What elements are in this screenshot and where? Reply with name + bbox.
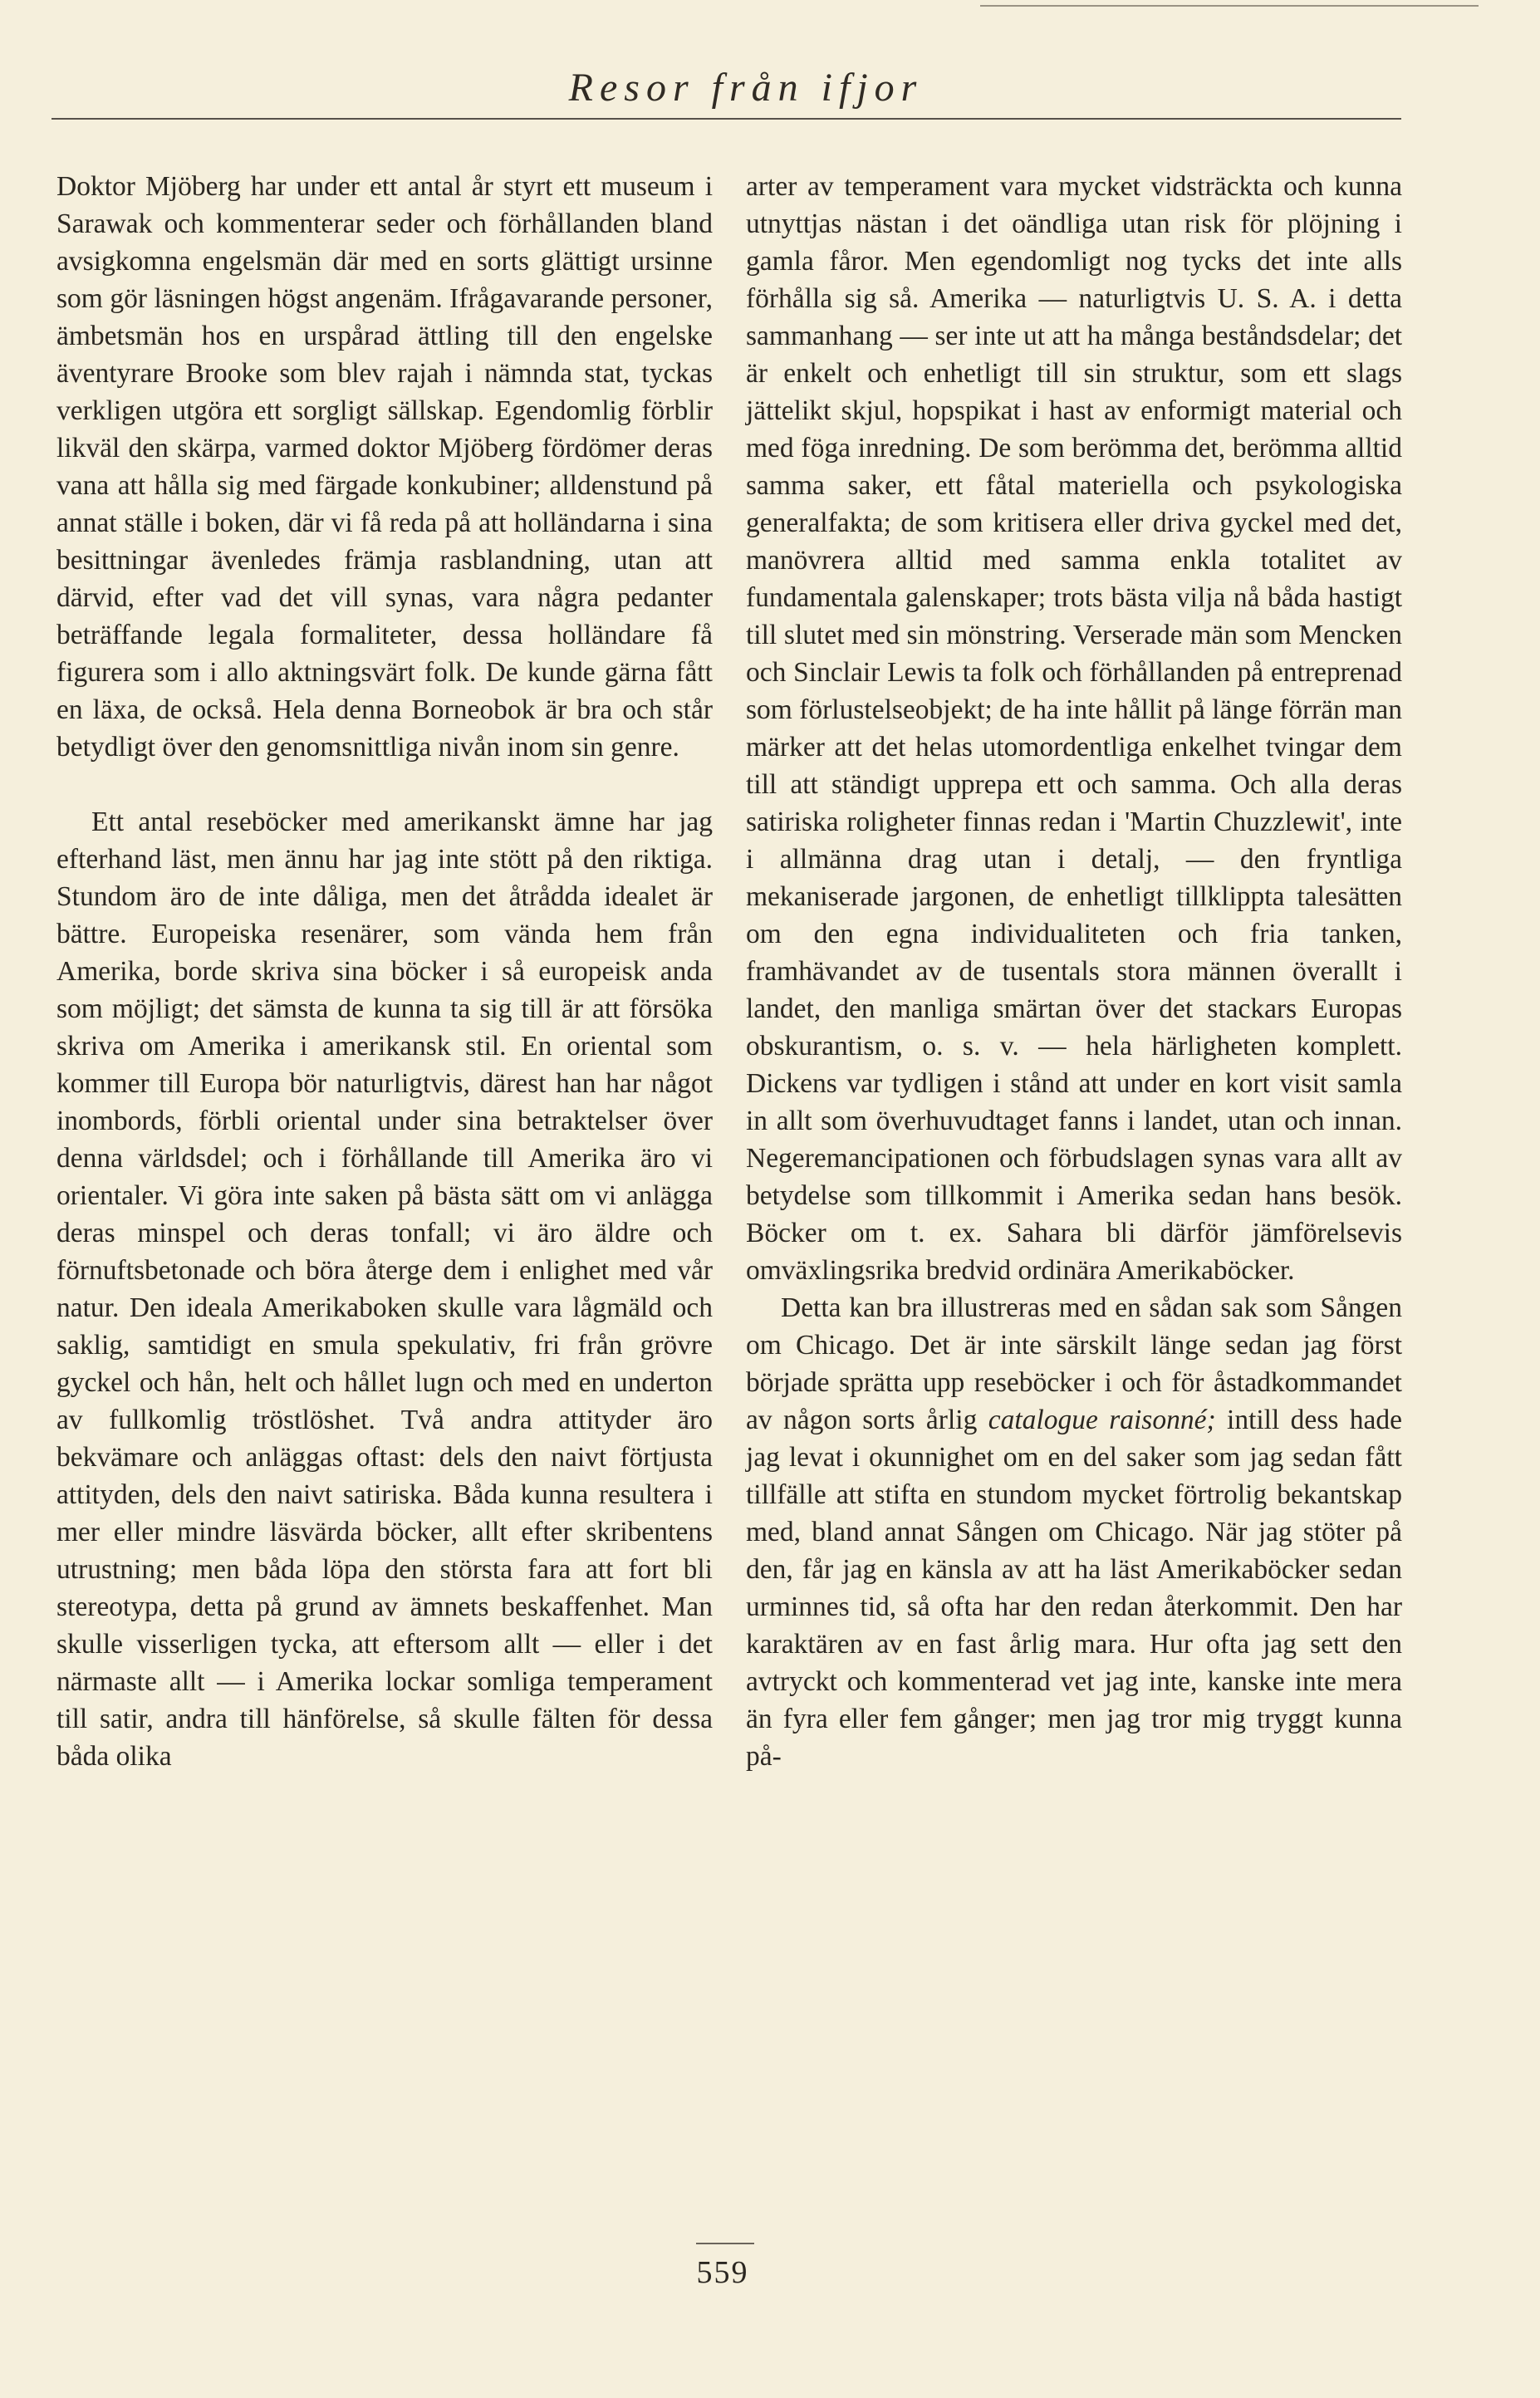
right-paragraph-2 <box>746 1289 1402 1775</box>
right-paragraph-2-text-a: Detta kan bra illustreras med en sådan sak som Sången om Chicago. Det är inte särskilt länge sedan jag först började sprätta upp reseböcker i och för åstadkommandet av någon sorts årlig <box>746 1292 1402 1435</box>
right-paragraph-2-italic-term: catalogue raisonné; <box>988 1405 1216 1435</box>
running-header-title: Resor från ifjor <box>568 66 924 110</box>
footer-rule <box>696 2243 754 2244</box>
right-paragraph-2-text-b: intill dess hade jag levat i okunnighet om en del saker som jag sedan fått tillfälle att stifta en stundom mycket förtrolig bekantskap med, bland annat Sången om Chicago. När jag stöter på den, får jag en känsla av att ha läst Amerikaböcker sedan urminnes tid, så ofta har den redan återkommit. Den har karaktären av en fast årlig mara. Hur ofta jag sett den avtryckt och kommenterad vet jag inte, kanske inte mera än fyra eller fem gånger; men jag tror mig tryggt kunna på- <box>746 1405 1403 1772</box>
left-paragraph-1: Doktor Mjöberg har under ett antal år styrt ett museum i Sarawak och kommenterar seder och förhållanden bland avsigkomna engelsmän där med en sorts glättigt ursinne som gör läsningen högst angenäm. Ifrågavarande personer, ämbetsmän hos en urspårad ättling till den engelske äventyrare Brooke som blev rajah i nämnda stat, tyckas verkligen utgöra ett sorgligt sällskap. Egendomlig förblir likväl den skärpa, varmed doktor Mjöberg fördömer deras vana att hålla sig med färgade konkubiner; alldenstund på annat ställe i boken, där vi få reda på att holländarna i sina besittningar ävenledes främja rasblandning, utan att därvid, efter vad det vill synas, vara några pedanter beträffande legala formaliteter, dessa holländare få figurera som i allo aktningsvärt folk. De kunde gärna fått en läxa, de också. Hela denna Borneobok är bra och står betydligt över den genomsnittliga nivån inom sin genre. <box>56 171 713 763</box>
left-paragraph-2: Ett antal reseböcker med amerikanskt ämne har jag efterhand läst, men ännu har jag inte stött på den riktiga. Stundom äro de inte dåliga, men det åtrådda idealet är bättre. Europeiska resenärer, som vända hem från Amerika, borde skriva sina böcker i så europeisk anda som möjligt; det sämsta de kunna ta sig till är att försöka skriva om Amerika i amerikansk stil. En oriental som kommer till Europa bör naturligtvis, därest han har något inombords, förbli oriental under sina betraktelser över denna världsdel; och i förhållande till Amerika äro vi orientaler. Vi göra inte saken på bästa sätt om vi anlägga deras minspel och deras tonfall; vi äro äldre och förnuftsbetonade och böra återge dem i enlighet med vår natur. Den ideala Amerikaboken skulle vara lågmäld och saklig, samtidigt en smula spekulativ, fri från grövre gyckel och hån, helt och hållet lugn och med en underton av fullkomlig tröstlöshet. Två andra attityder äro bekvämare och anläggas oftast: dels den naivt förtjusta attityden, dels den naivt satiriska. Båda kunna resultera i mer eller mindre läsvärda böcker, allt efter skribentens utrustning; men båda löpa den största fara att fort bli stereotypa, detta på grund av ämnets beskaffenhet. Man skulle visserligen tycka, att eftersom allt — eller i det närmaste allt — i Amerika lockar somliga temperament till satir, andra till hänförelse, så skulle fälten för dessa båda olika <box>56 807 713 1772</box>
right-paragraph-1: arter av temperament vara mycket vidsträckta och kunna utnyttjas nästan i det oändliga utan risk för plöjning i gamla fåror. Men egendomligt nog tycks det inte alls förhålla sig så. Amerika — naturligtvis U. S. A. i detta sammanhang — ser inte ut att ha många beståndsdelar; det är enkelt och enhetligt till sin struktur, som ett slags jättelikt skjul, hopspikat i hast av enformigt material och med föga inredning. De som berömma det, berömma alltid samma saker, ett fåtal materiella och psykologiska generalfakta; de som kritisera eller driva gyckel med det, manövrera alltid med samma enkla totalitet av fundamentala galenskaper; trots bästa vilja nå båda hastigt till slutet med sin mönstring. Verserade män som Mencken och Sinclair Lewis ta folk och förhållanden på entreprenad som förlustelseobjekt; de ha inte hållit på länge förrän man märker att det helas utomordentliga enkelhet tvingar dem till att ständigt upprepa ett och samma. Och alla deras satiriska roligheter finnas redan i 'Martin Chuzzlewit', inte i allmänna drag utan i detalj, — den fryntliga mekaniserade jargonen, de enhetligt tillklippta talesätten om den egna individualiteten och fria tanken, framhävandet av de tusentals stora männen överallt i landet, den manliga smärtan över det stackars Europas obskurantism, o. s. v. — hela härligheten komplett. Dickens var tydligen i stånd att under en kort visit samla in allt som överhuvudtaget fanns i landet, utan och innan. Negeremancipationen och förbudslagen synas vara allt av betydelse som tillkommit i Amerika sedan hans besök. Böcker om t. ex. Sahara bli därför jämförelsevis omväxlingsrika bredvid ordinära Amerikaböcker. <box>746 171 1402 1286</box>
top-edge-rule <box>980 5 1479 7</box>
right-column <box>746 168 1402 1775</box>
page-number: 559 <box>696 2255 749 2290</box>
left-column <box>56 168 713 1775</box>
header-rule <box>51 118 1401 120</box>
